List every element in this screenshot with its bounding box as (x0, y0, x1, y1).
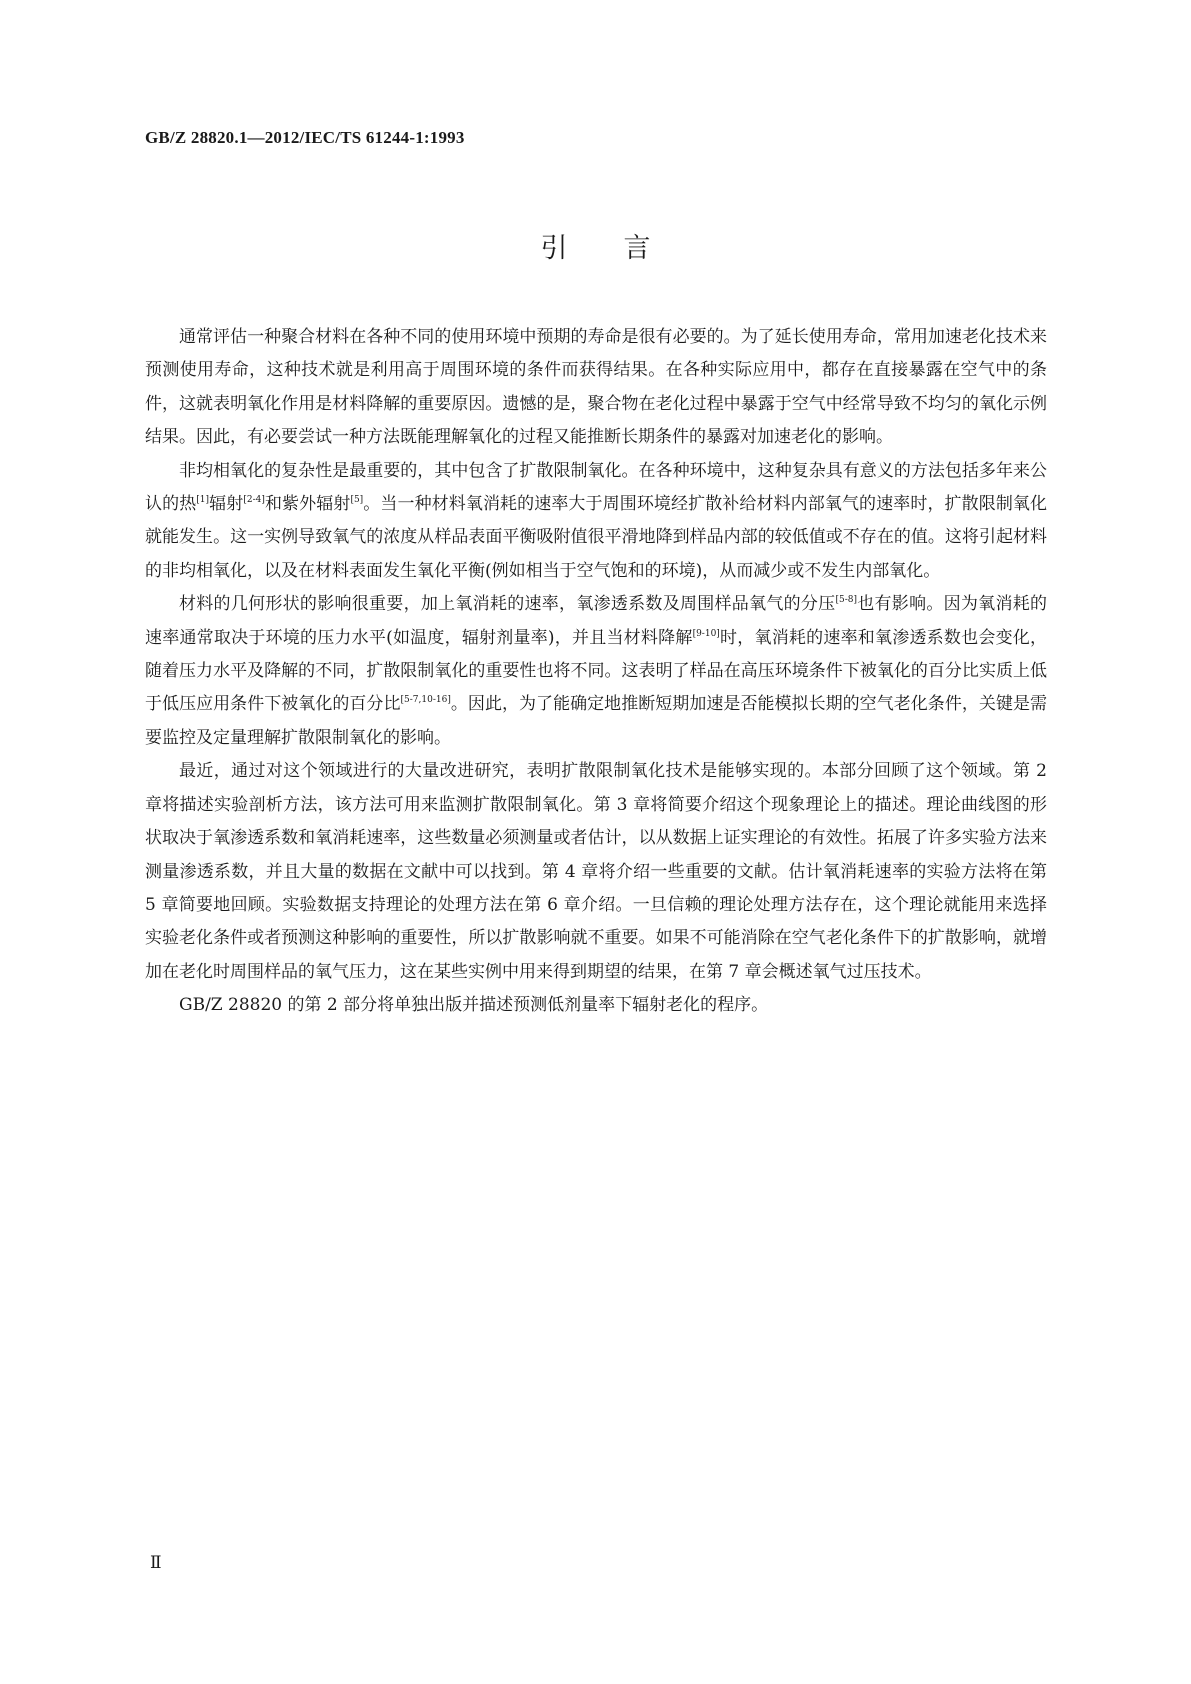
text-segment: 也有影响。因为氧消耗的速率通常取决于环境的压力水平(如温度，辐射剂量率)，并且当材料降解 (145, 594, 1048, 648)
text-segment: 时，氧消耗的速率和氧渗透系数也会变化，随着压力水平及降解的不同，扩散限制氧化的重要性也将不同。这表明了样品在高压环境条件下被氧化的百分比实质上低于低压应用条件下被氧化的百分比 (145, 627, 1048, 715)
paragraph-2 (145, 455, 1047, 589)
citation-ref: [2-4] (243, 495, 265, 506)
standard-number: GB/Z 28820.1—2012/IEC/TS 61244-1:1993 (145, 128, 465, 147)
text-segment: 辐射 (209, 494, 244, 515)
page-number: Ⅱ (150, 1553, 162, 1572)
paragraph-3 (145, 588, 1047, 755)
text-segment: 。当一种材料氧消耗的速率大于周围环境经扩散补给材料内部氧气的速率时，扩散限制氧化就能发生。这一实例导致氧气的浓度从样品表面平衡吸附值很平滑地降到样品内部的较低值或不存在的值。这将引起材料的非均相氧化，以及在材料表面发生氧化平衡(例如相当于空气饱和的环境)，从而减少或不发生内部氧化。 (145, 494, 1048, 581)
page-title: 引言 (540, 233, 707, 264)
paragraph-4: 最近，通过对这个领域进行的大量改进研究，表明扩散限制氧化技术是能够实现的。本部分回顾了这个领域。第 2 章将描述实验剖析方法，该方法可用来监测扩散限制氧化。第 3 章将简要介绍这个现象理论上的描述。理论曲线图的形状取决于氧渗透系数和氧消耗速率，这些数量必须测量或者估计，以从数据上证实理论的有效性。拓展了许多实验方法来测量渗透系数，并且大量的数据在文献中可以找到。第 4 章将介绍一些重要的文献。估计氧消耗速率的实验方法将在第 5 章简要地回顾。实验数据支持理论的处理方法在第 6 章介绍。一旦信赖的理论处理方法存在，这个理论就能用来选择实验老化条件或者预测这种影响的重要性，所以扩散影响就不重要。如果不可能消除在空气老化条件下的扩散影响，就增加在老化时周围样品的氧气压力，这在某些实例中用来得到期望的结果，在第 7 章会概述氧气过压技术。 (145, 761, 1047, 982)
citation-ref: [5-8] (835, 595, 857, 606)
document-body (145, 321, 1047, 1023)
citation-ref: [9-10] (692, 628, 720, 639)
citation-ref: [5] (350, 495, 364, 506)
paragraph-1: 通常评估一种聚合材料在各种不同的使用环境中预期的寿命是很有必要的。为了延长使用寿命，常用加速老化技术来预测使用寿命，这种技术就是利用高于周围环境的条件而获得结果。在各种实际应用中，都存在直接暴露在空气中的条件，这就表明氧化作用是材料降解的重要原因。遗憾的是，聚合物在老化过程中暴露于空气中经常导致不均匀的氧化示例结果。因此，有必要尝试一种方法既能理解氧化的过程又能推断长期条件的暴露对加速老化的影响。 (145, 327, 1047, 448)
text-segment: 非均相氧化的复杂性是最重要的，其中包含了扩散限制氧化。在各种环境中，这种复杂具有意义的方法包括多年来公认的热 (145, 460, 1047, 515)
text-segment: 。因此，为了能确定地推断短期加速是否能模拟长期的空气老化条件，关键是需要监控及定量理解扩散限制氧化的影响。 (145, 694, 1048, 748)
text-segment: 材料的几何形状的影响很重要，加上氧消耗的速率，氧渗透系数及周围样品氧气的分压 (179, 594, 836, 615)
paragraph-5: GB/Z 28820 的第 2 部分将单独出版并描述预测低剂量率下辐射老化的程序。 (179, 995, 769, 1016)
citation-ref: [1] (196, 495, 210, 506)
citation-ref: [5-7,10-16] (400, 695, 451, 706)
text-segment: 和紫外辐射 (264, 494, 351, 515)
